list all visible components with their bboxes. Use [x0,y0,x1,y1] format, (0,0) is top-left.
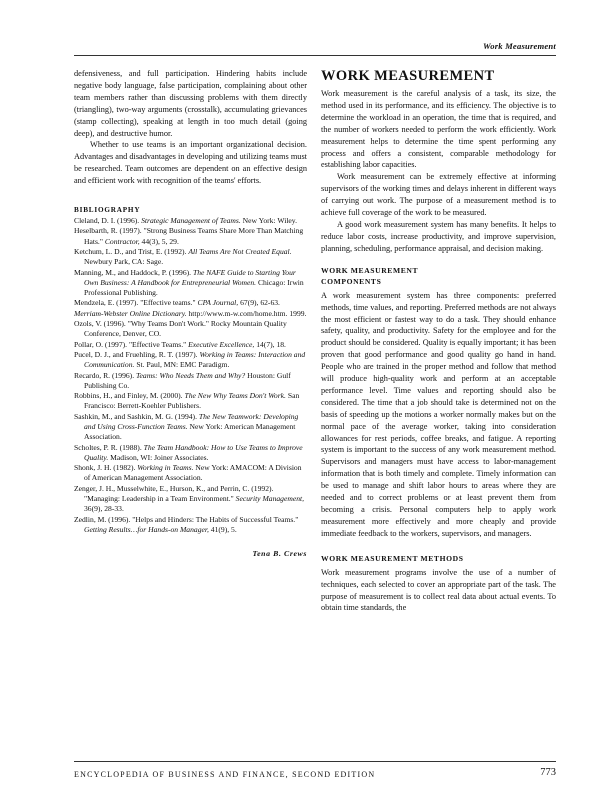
footer-rule [74,761,556,762]
entry-details: New York: Wiley. [240,216,298,226]
entry-title: Working in Teams. [137,463,194,473]
bibliography-entry [74,391,307,412]
left-column [74,68,307,560]
bibliography-list [74,216,307,535]
bibliography-entry [74,309,307,319]
intro-paragraph-3: A good work measurement system has many benefits. It helps to reduce labor costs, increase productivity, and improve supervision, planning, scheduling, performance appraisal, and decision making. [321,219,556,253]
intro-paragraph-2: Work measurement can be extremely effective at informing supervisors of the working times and delays inherent in different ways of carrying out work. The purpose of a measurement method is to achieve full coverage of the work to be measured. [321,172,556,218]
entry-title: Working in Teams: Interaction and Communication. [84,349,306,370]
header-rule [74,55,556,56]
running-head: Work Measurement [483,41,556,51]
entry-details: Chicago: Irwin Professional Publishing. [84,277,304,298]
intro-paragraph-1: Work measurement is the careful analysis of a task, its size, the method used in its performance, and its efficiency. The objective is to determine the workload in an operation, the time that is required, and the number of workers needed to perform the work efficiently. Work measurement helps to determine the time spent performing any process and offers a consistent, comparable methodology for establishing labor capacities. [321,89,556,170]
bibliography-entry [74,515,307,536]
bibliography-entry [74,247,307,268]
entry-title: The Team Handbook: How to Use Teams to Improve Quality. [84,442,303,462]
page-number: 773 [540,767,556,778]
entry-title: CPA Journal, [197,298,239,308]
right-column [321,68,556,614]
entry-text: Ketchum, L. D., and Trist, E. (1992). [74,246,189,256]
entry-title: Security Management, [235,494,304,504]
entry-title: All Teams Are Not Created Equal. [188,246,292,256]
bibliography-entry [74,484,307,515]
bibliography-entry [74,371,307,392]
entry-title: Merriam-Webster Online Dictionary. [74,308,187,318]
bibliography-title: BIBLIOGRAPHY [74,206,141,215]
bibliography-entry [74,319,307,340]
section-heading-line-2: COMPONENTS [321,276,382,286]
entry-details: New York: AMACOM: A Division of American Management Association. [84,463,302,483]
entry-text: Scholtes, P. R. (1988). [74,442,144,452]
entry-title: The NAFE Guide to Starting Your Own Business: A Handbook for Entrepreneurial Women. [84,267,296,287]
bibliography-entry [74,340,307,350]
entry-text: Sashkin, M., and Sashkin, M. G. (1994). [74,411,199,421]
entry-text: Manning, M., and Haddock, P. (1996). [74,267,193,277]
bibliography-entry [74,298,307,308]
entry-text: Pollar, O. (1997). "Effective Teams." [74,339,189,349]
entry-details: St. Paul, MN: EMC Paradigm. [134,360,230,370]
bibliography-entry [74,226,307,247]
entry-details: 67(9), 62-63. [238,298,280,308]
article-title: WORK MEASUREMENT [321,68,495,84]
section-heading-components [321,265,556,287]
entry-text: Recardo, R. (1996). [74,370,136,380]
entry-details: New York: American Management Association. [84,422,296,442]
entry-details: Madison, WI: Joiner Associates. [108,452,209,462]
entry-text: Heselbarth, R. (1997). "Strong Business Teams Share More Than Matching Hats." [74,226,304,246]
entry-title: Contractor, [104,236,140,246]
entry-text: Robbins, H., and Finley, M. (2000). [74,391,185,401]
bibliography-entry [74,412,307,443]
entry-text: Ozols, V. (1996). "Why Teams Don't Work." Rocky Mountain Quality Conference, Denver, CO. [74,319,287,339]
entry-text: Mendzela, E. (1997). "Effective teams." [74,298,198,308]
bibliography-entry [74,268,307,299]
entry-title: Executive Excellence, [188,339,255,349]
entry-text: Zenger, J. H., Musselwhite, E., Hurson, K., and Perrin, C. (1992). "Managing: Leadership in a Team Environment." [74,483,274,504]
entry-title: Getting Results…for Hands-on Manager, [84,524,209,534]
section-heading-methods: WORK MEASUREMENT METHODS [321,553,464,563]
entry-title: Strategic Management of Teams. [141,216,241,226]
entry-text: Cleland, D. I. (1996). [74,216,142,226]
entry-text: Pucel, D. J., and Fruehling, R. T. (1997). [74,349,200,359]
bibliography-entry [74,216,307,226]
article-author: Tena B. Crews [252,549,307,559]
entry-text: Shonk, J. H. (1982). [74,463,138,473]
entry-details: 36(9), 28-33. [84,504,124,514]
components-paragraph: A work measurement system has three components: preferred methods, time values, and reporting. Preferred methods are not always the most efficient or fastest way to do a task. They should enhance safety, quality, and productivity. Safety for the employee and for the product should be considered. Quality is equally important; it has been proven that good performance and good quality go hand in hand. People who are trained in the proper method and follow that method will produce high-quality work and perform at an acceptable performance level. Time values and reporting should also be considered. The time that a job should take is determined not on the basis of speeding up the motions a worker normally makes but on the normal pace of the average worker, taking into consideration allowances for rest periods, coffee breaks, and fatigue. A reporting system is important to the success of any work measurement method. Supervisors and managers must have access to labor-management information that is both timely and complete. Timely information can be used to manage and shift labor hours to areas where they are needed and to correct problems or at least prevent them from becoming a crisis. Personal computers help to apply work measurement more effectively and more cheaply and provide immediate feedback to the workers, supervisors, and managers. [321,290,556,538]
entry-details: Houston: Gulf Publishing Co. [84,370,291,390]
left-paragraph-1: defensiveness, and full participation. Hindering habits include negative body language, false participation, complaining about other team members rather than discussing problems with them directly (triangling), two-way arguments (crosstalk), accumulating grievances (stamp collecting), speaking at length in too much detail (going deep), and destructive humor. [74,69,307,138]
bibliography-entry [74,443,307,464]
left-paragraph-2: Whether to use teams is an important organizational decision. Advantages and disadvantages in developing and utilizing teams must be researched. Team outcomes are dependent on an effective design and efficient work with recognition of the teams' efforts. [74,140,307,186]
entry-text: Zedlin, M. (1996). "Helps and Hinders: The Habits of Successful Teams." [74,514,299,524]
methods-paragraph: Work measurement programs involve the use of a number of techniques, each selected to cover an appropriate part of the task. The purpose of measurement is to collect real data about actual events. To obtain time standards, the [321,567,556,613]
entry-details: 41(9), 5. [208,524,237,534]
bibliography-entry [74,350,307,371]
footer-title: ENCYCLOPEDIA OF BUSINESS AND FINANCE, SECOND EDITION [74,770,376,779]
entry-details: Newbury Park, CA: Sage. [84,257,164,267]
section-heading-line-1: WORK MEASUREMENT [321,265,419,275]
entry-details: 44(3), 5, 29. [139,236,179,246]
entry-details: San Francisco: Berrett-Koehler Publishers. [84,391,300,411]
entry-title: The New Why Teams Don't Work. [184,391,286,401]
bibliography-entry [74,463,307,484]
entry-title: Teams: Who Needs Them and Why? [136,370,246,380]
entry-details: http://www.m-w.com/home.htm. 1999. [186,308,307,318]
entry-details: 14(7), 18. [254,339,286,349]
entry-title: The New Teamwork: Developing and Using Cross-Function Teams. [84,411,299,431]
